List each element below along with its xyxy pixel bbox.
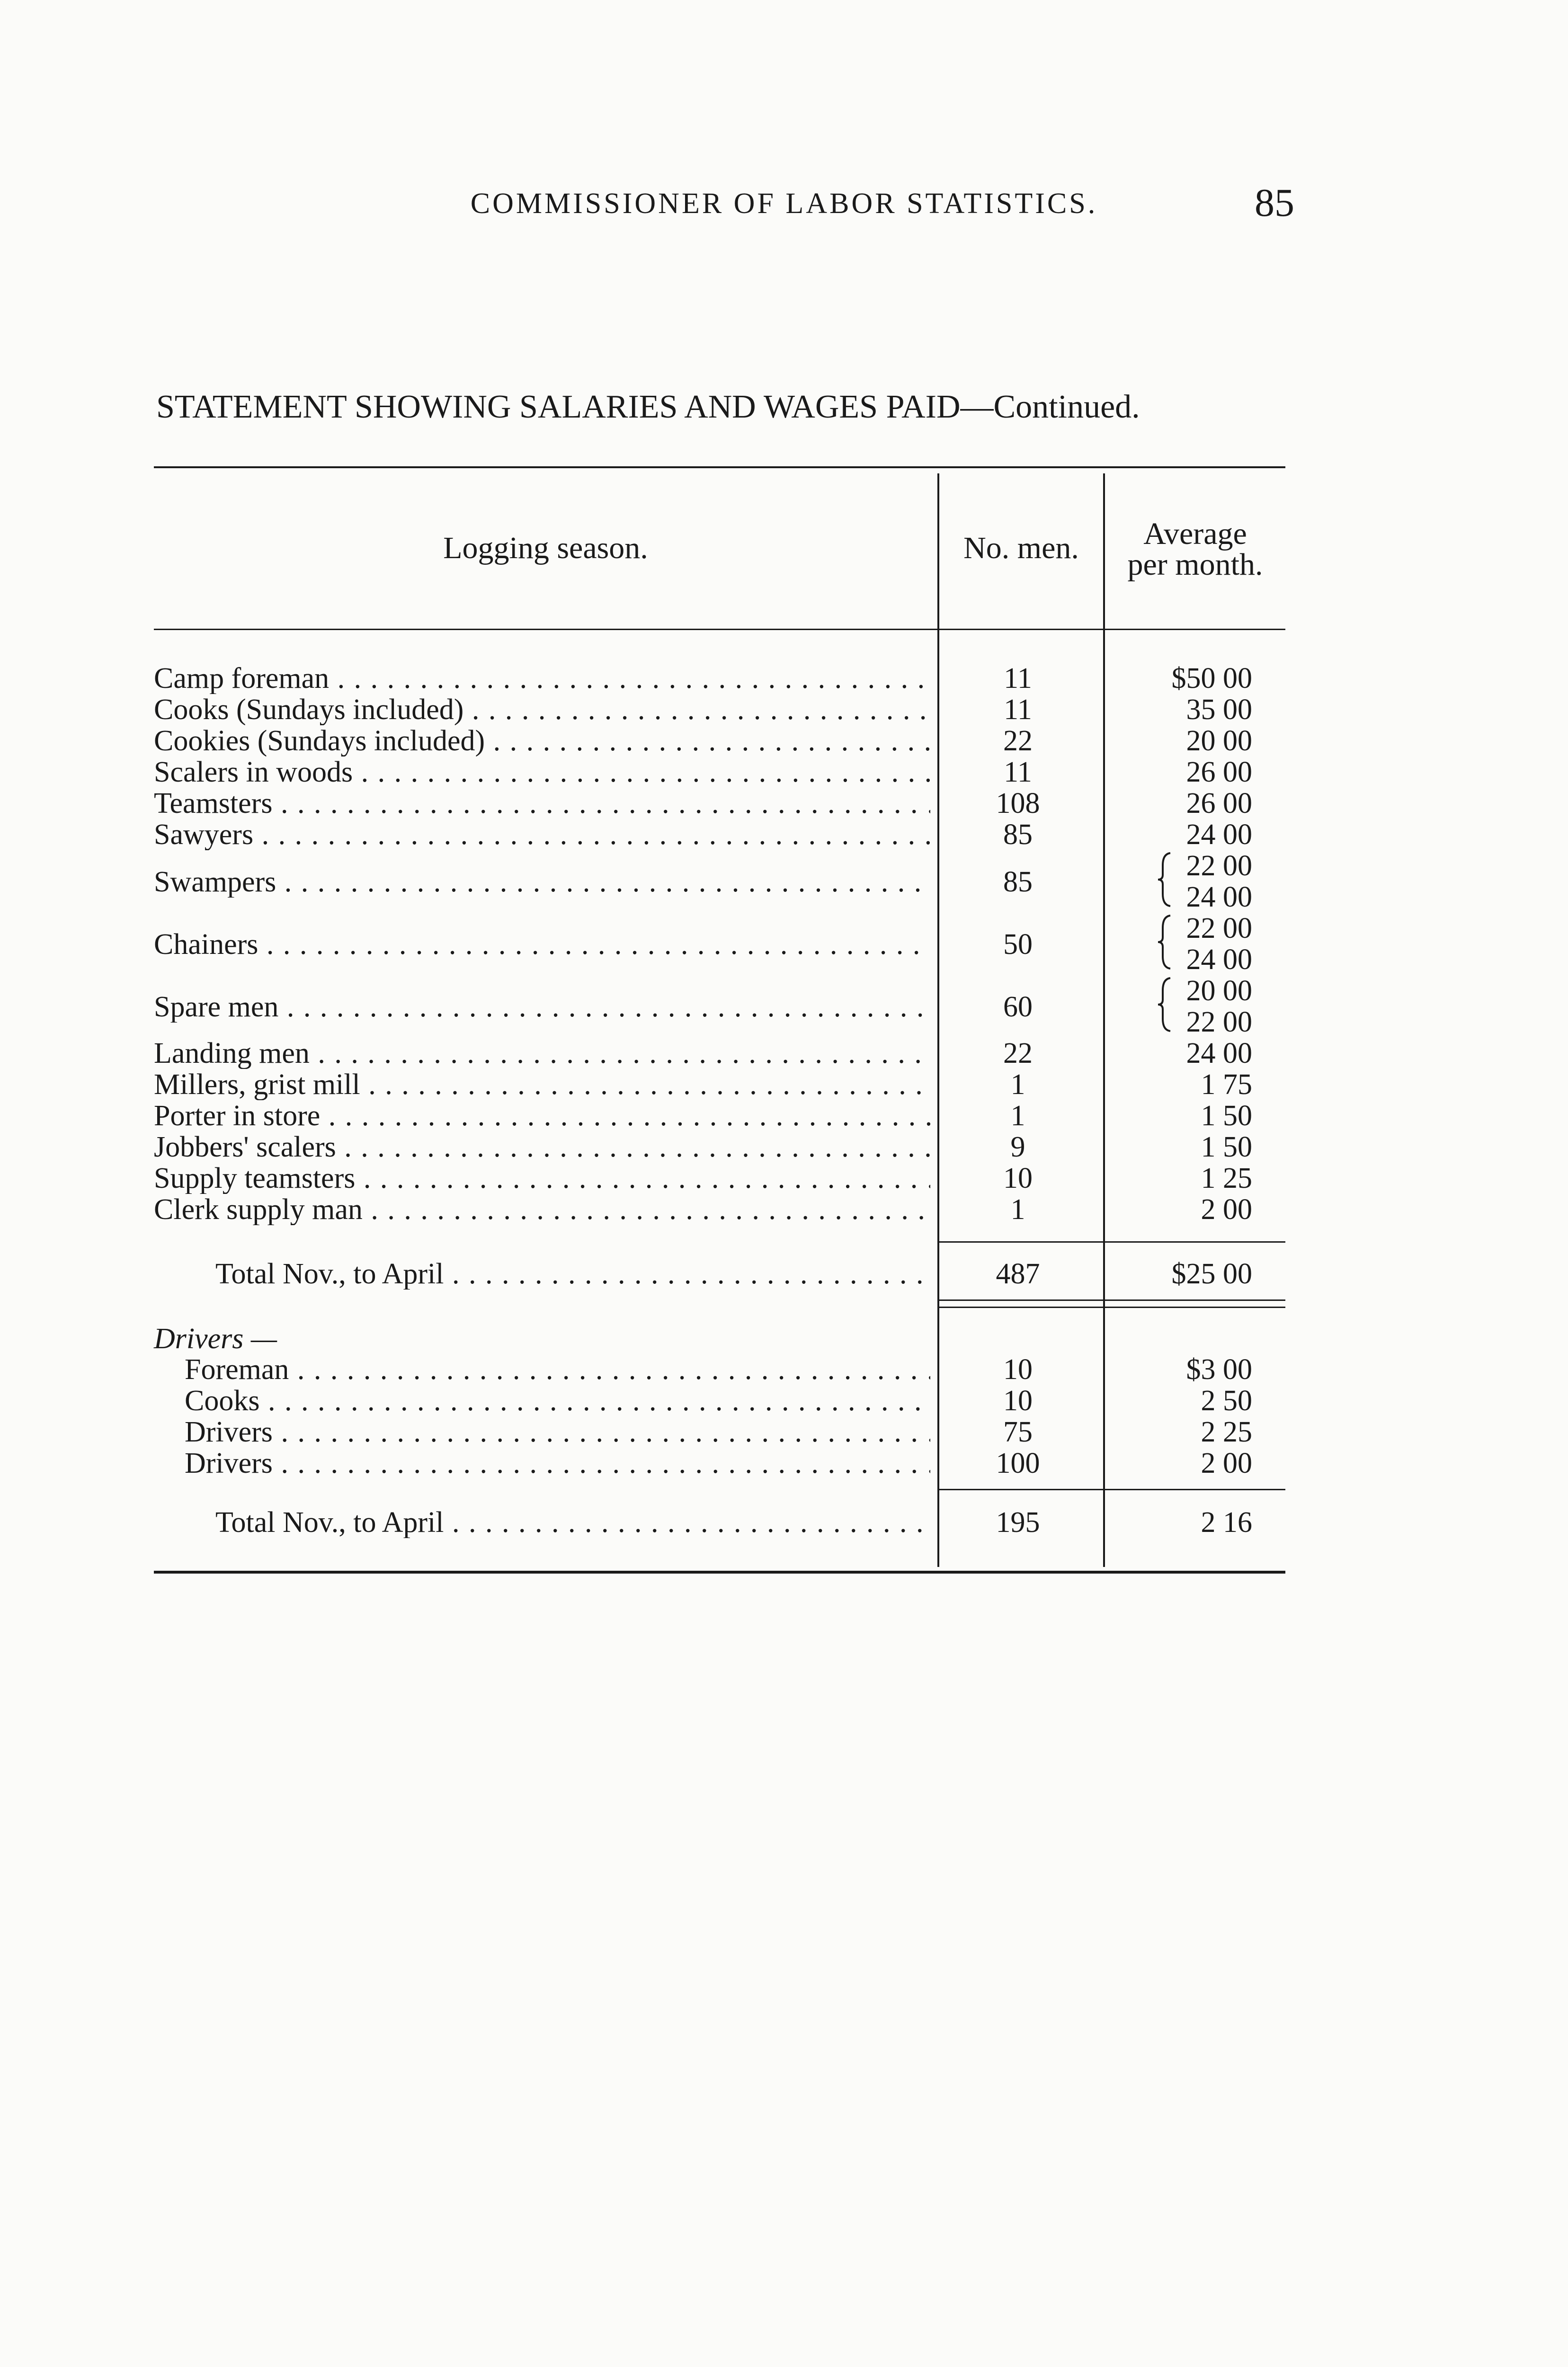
row-men: 85 [1003,819,1033,851]
total-label: Total Nov., to April . . . [215,1258,930,1290]
total-average: $25 00 [1171,1258,1252,1290]
row-average: 2 25 [1201,1416,1252,1448]
row-men: 9 [1010,1131,1025,1163]
drivers-subtotal-rule [937,1489,1285,1490]
total-double-rule-b [937,1307,1285,1308]
total-label: Total Nov., to April . . . [215,1507,930,1538]
row-average-lower: 24 00 [1186,943,1252,976]
row-label: Cooks (Sundays included) . . . [154,694,930,725]
table-title: STATEMENT SHOWING SALARIES AND WAGES PAID—Continued. [156,389,1140,425]
row-men: 10 [1003,1353,1033,1386]
row-average: 26 00 [1186,787,1252,819]
running-head: COMMISSIONER OF LABOR STATISTICS. [470,187,1098,220]
row-men: 50 [1003,928,1033,961]
row-average-upper: 22 00 [1186,850,1252,882]
row-average: 20 00 [1186,725,1252,757]
subtotal-rule [937,1241,1285,1243]
row-men: 22 [1003,1037,1033,1069]
row-average: 24 00 [1186,819,1252,851]
row-label: Clerk supply man . . . [154,1194,930,1225]
section-heading-drivers: Drivers — [154,1323,277,1355]
row-label: Camp foreman . . . [154,663,930,694]
row-men: 1 [1010,1193,1025,1226]
row-men: 1 [1010,1100,1025,1132]
row-label: Teamsters . . . [154,788,930,819]
row-average: 1 50 [1201,1131,1252,1163]
row-men: 11 [1004,662,1032,694]
row-men: 75 [1003,1416,1033,1448]
row-label: Drivers . . . [185,1448,930,1479]
column-header-average-line1: Average [1143,516,1247,551]
row-average: $50 00 [1171,662,1252,694]
row-men: 100 [996,1447,1040,1479]
total-double-rule-a [937,1299,1285,1301]
row-average: 2 50 [1201,1385,1252,1417]
row-label: Landing men . . . [154,1038,930,1069]
total-men: 487 [996,1258,1040,1290]
row-average: 2 00 [1201,1193,1252,1226]
row-label: Scalers in woods . . . [154,756,930,788]
top-rule [154,466,1285,468]
row-label: Porter in store . . . [154,1100,930,1131]
row-men: 1 [1010,1068,1025,1101]
row-average: 2 00 [1201,1447,1252,1479]
header-bottom-rule [154,629,1285,630]
column-header-logging-season: Logging season. [443,531,648,565]
row-label: Jobbers' scalers . . . [154,1131,930,1163]
row-men: 22 [1003,725,1033,757]
row-men: 10 [1003,1162,1033,1194]
row-men: 108 [996,787,1040,819]
row-label: Foreman . . . [185,1354,930,1385]
row-average: $3 00 [1186,1353,1252,1386]
row-average-upper: 22 00 [1186,912,1252,944]
page-number: 85 [1255,181,1294,225]
row-label: Swampers . . . [154,866,930,898]
row-men: 11 [1004,756,1032,788]
row-label: Drivers . . . [185,1416,930,1448]
row-average: 1 25 [1201,1162,1252,1194]
row-men: 10 [1003,1385,1033,1417]
row-label: Sawyers . . . [154,819,930,850]
row-label: Spare men . . . [154,991,930,1023]
row-label: Cooks . . . [185,1385,930,1416]
row-men: 85 [1003,866,1033,898]
row-men: 60 [1003,991,1033,1023]
row-label: Millers, grist mill . . . [154,1069,930,1100]
row-label: Supply teamsters . . . [154,1163,930,1194]
column-header-average-line2: per month. [1127,547,1263,582]
row-average: 1 50 [1201,1100,1252,1132]
row-average: 24 00 [1186,1037,1252,1069]
row-label: Cookies (Sundays included) . . . [154,725,930,756]
total-average: 2 16 [1201,1506,1252,1539]
row-average-lower: 24 00 [1186,881,1252,913]
row-average: 26 00 [1186,756,1252,788]
bottom-rule [154,1571,1285,1574]
row-men: 11 [1004,694,1032,726]
row-average-upper: 20 00 [1186,975,1252,1007]
row-average: 1 75 [1201,1068,1252,1101]
row-label: Chainers . . . [154,929,930,960]
column-divider-2 [1103,473,1105,1567]
row-average: 35 00 [1186,694,1252,726]
column-divider-1 [937,473,939,1567]
row-average-lower: 22 00 [1186,1006,1252,1038]
column-header-no-men: No. men. [963,531,1079,565]
total-men: 195 [996,1506,1040,1539]
